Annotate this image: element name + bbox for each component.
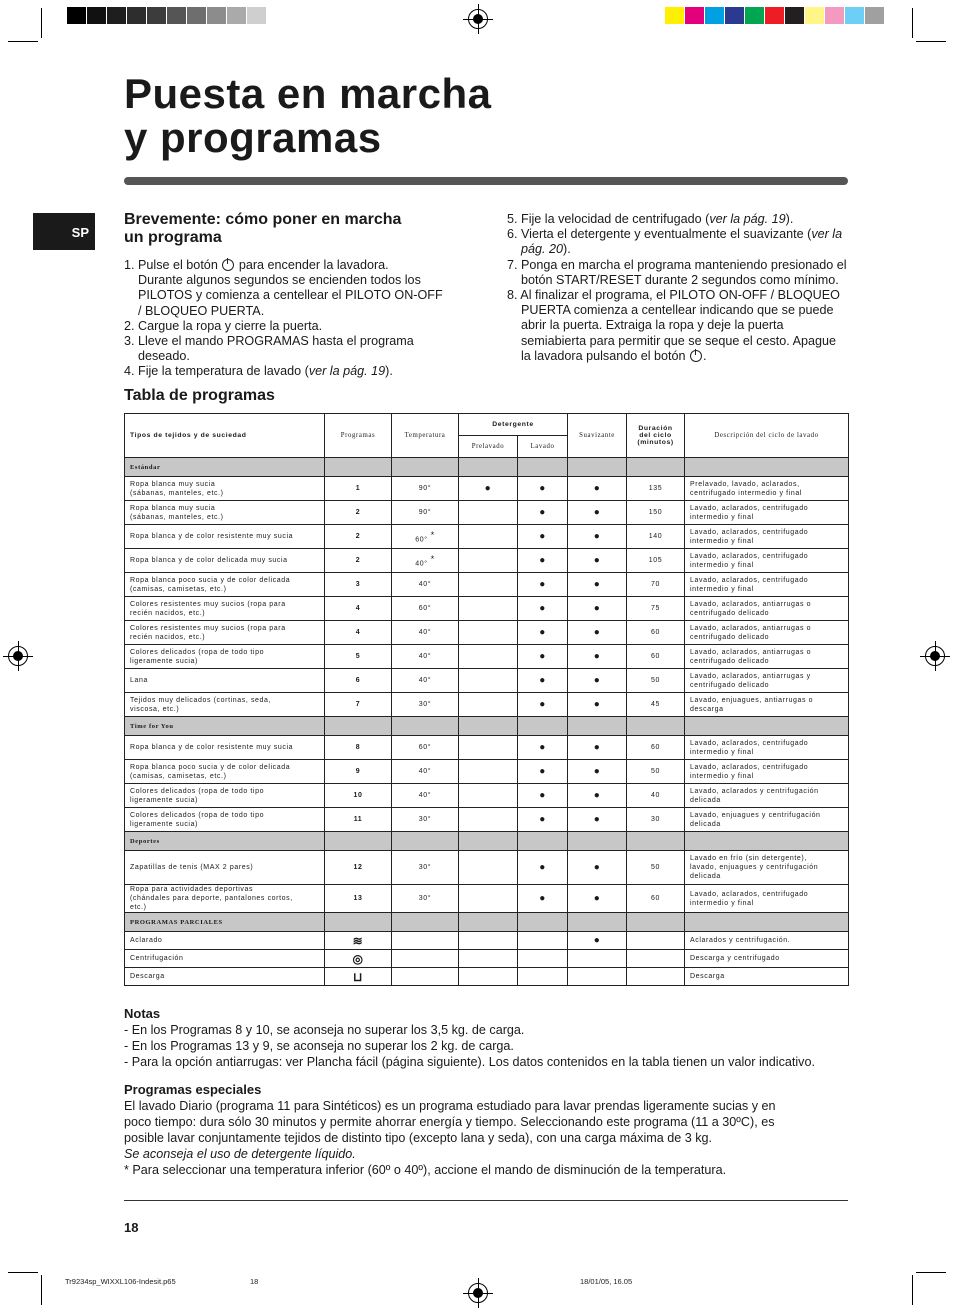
cell-tipo: Colores delicados (ropa de todo tipo ligeramente sucia): [125, 645, 325, 669]
cell-duracion: 105: [627, 549, 685, 573]
cell-duracion: 50: [627, 669, 685, 693]
cell-duracion: 140: [627, 525, 685, 549]
cell-tipo: Ropa blanca muy sucia (sábanas, manteles, etc.): [125, 501, 325, 525]
page-title: Puesta en marcha y programas: [124, 70, 492, 161]
col-temperatura: Temperatura: [392, 414, 459, 458]
notes-heading: Notas: [124, 1006, 161, 1021]
table-heading: Tabla de programas: [124, 387, 275, 404]
cell-prelavado: [459, 645, 518, 669]
cell-programa: 2: [325, 549, 392, 573]
cell-tipo: Colores delicados (ropa de todo tipo ligeramente sucia): [125, 784, 325, 808]
cell-tipo: Centrifugación: [125, 950, 325, 968]
cell-prelavado: [459, 851, 518, 885]
crop-mark: [912, 8, 913, 38]
calibration-swatch: [705, 7, 725, 24]
table-row: [125, 784, 849, 808]
cell-tipo: Tejidos muy delicados (cortinas, seda, viscosa, etc.): [125, 693, 325, 717]
cell-duracion: 60: [627, 885, 685, 913]
cell-programa: 9: [325, 760, 392, 784]
cell-tipo: Colores resistentes muy sucios (ropa para recién nacidos, etc.): [125, 621, 325, 645]
print-date: 18/01/05, 16.05: [580, 1277, 633, 1286]
drain-icon: ⊔: [353, 969, 363, 984]
cell-duracion: 50: [627, 851, 685, 885]
cell-suavizante: ●: [568, 932, 627, 950]
cell-lavado: ●: [518, 573, 568, 597]
note-item: - En los Programas 13 y 9, se aconseja no superar los 2 kg. de carga.: [124, 1039, 514, 1053]
cell-lavado: ●: [518, 760, 568, 784]
cell-lavado: ●: [518, 693, 568, 717]
cell-lavado: [518, 932, 568, 950]
cell-temperatura: 40°: [392, 760, 459, 784]
print-file: Tr9234sp_WIXXL106-Indesit.p65: [65, 1277, 176, 1286]
crop-mark: [912, 1275, 913, 1305]
step-2: 2. Cargue la ropa y cierre la puerta.: [124, 318, 323, 333]
cell-suavizante: ●: [568, 477, 627, 501]
cell-descripcion: Lavado, aclarados, centrifugado intermedio y final: [685, 885, 849, 913]
table-row: [125, 477, 849, 501]
steps-list-right: [507, 212, 849, 364]
cell-suavizante: ●: [568, 501, 627, 525]
crop-mark: [916, 1272, 946, 1273]
cell-temperatura: 40°: [392, 621, 459, 645]
cell-descripcion: Prelavado, lavado, aclarados, centrifugado intermedio y final: [685, 477, 849, 501]
calibration-swatch: [127, 7, 147, 24]
cell-prelavado: [459, 501, 518, 525]
cell-duracion: 75: [627, 597, 685, 621]
special-programs: Programas especiales El lavado Diario (programa 11 para Sintéticos) es un programa estudiado para lavar prendas ligeramente sucias y en poco tiempo: dura sólo 30 minutos y permite ahorrar energía y tiempo. Seleccionando este programa (11 a 30ºC), es posible lavar conjuntamente tejidos de distinto tipo (excepto lana y seda), con una carga máxima de 3 kg. Se aconseja el uso de detergente líquido. * Para seleccionar una temperatura inferior (60º o 40º), accione el mando de disminución de la temperatura.: [124, 1082, 854, 1178]
cell-suavizante: ●: [568, 645, 627, 669]
cell-descripcion: Lavado, aclarados, centrifugado intermedio y final: [685, 760, 849, 784]
cell-programa: 3: [325, 573, 392, 597]
cell-suavizante: ●: [568, 573, 627, 597]
cell-lavado: ●: [518, 736, 568, 760]
registration-mark-icon: [468, 9, 488, 29]
cell-programa: 1: [325, 477, 392, 501]
cell-suavizante: ●: [568, 549, 627, 573]
cell-descripcion: Descarga y centrifugado: [685, 950, 849, 968]
note-item: - Para la opción antiarrugas: ver Plancha fácil (página siguiente). Los datos contenidos en la tabla tienen un valor indicativo.: [124, 1055, 815, 1069]
cell-programa: [325, 932, 392, 950]
cell-prelavado: [459, 597, 518, 621]
steps-list-left: [124, 258, 474, 380]
cell-temperatura: [392, 932, 459, 950]
table-row: [125, 645, 849, 669]
cell-descripcion: Lavado, aclarados, antiarrugas y centrifugado delicado: [685, 669, 849, 693]
cell-temperatura: 40°: [392, 645, 459, 669]
cell-prelavado: [459, 621, 518, 645]
cell-tipo: Colores resistentes muy sucios (ropa para recién nacidos, etc.): [125, 597, 325, 621]
table-row: [125, 736, 849, 760]
calibration-swatch: [845, 7, 865, 24]
cell-suavizante: [568, 950, 627, 968]
cell-suavizante: ●: [568, 597, 627, 621]
cell-programa: 7: [325, 693, 392, 717]
cell-lavado: ●: [518, 885, 568, 913]
cell-lavado: ●: [518, 808, 568, 832]
cell-programa: [325, 950, 392, 968]
cell-temperatura: [392, 950, 459, 968]
cell-temperatura: [392, 968, 459, 986]
cell-lavado: ●: [518, 477, 568, 501]
cell-duracion: 30: [627, 808, 685, 832]
col-detergente: Detergente: [459, 414, 568, 436]
calibration-swatch: [247, 7, 267, 24]
cell-duracion: 60: [627, 621, 685, 645]
table-row: [125, 621, 849, 645]
cell-lavado: [518, 968, 568, 986]
cell-prelavado: ●: [459, 477, 518, 501]
cell-programa: 8: [325, 736, 392, 760]
crop-mark: [8, 1272, 38, 1273]
table-row: [125, 597, 849, 621]
cell-tipo: Ropa blanca muy sucia (sábanas, manteles, etc.): [125, 477, 325, 501]
cell-descripcion: Lavado, enjuagues, antiarrugas o descarga: [685, 693, 849, 717]
table-row: [125, 932, 849, 950]
section-row: [125, 913, 849, 932]
cell-programa: 10: [325, 784, 392, 808]
section-name: Estándar: [125, 458, 325, 477]
step-7: 7. Ponga en marcha el programa manteniendo presionado el botón START/RESET durante 2 segundos como mínimo.: [507, 257, 847, 287]
cell-duracion: [627, 932, 685, 950]
cell-lavado: ●: [518, 525, 568, 549]
cell-temperatura: 40°: [392, 784, 459, 808]
cell-programa: 4: [325, 621, 392, 645]
cell-prelavado: [459, 573, 518, 597]
cell-suavizante: ●: [568, 525, 627, 549]
calibration-swatch: [745, 7, 765, 24]
cell-prelavado: [459, 950, 518, 968]
cell-descripcion: Lavado, aclarados, antiarrugas o centrifugado delicado: [685, 621, 849, 645]
col-programas: Programas: [325, 414, 392, 458]
power-icon: [222, 259, 234, 271]
calibration-swatch: [187, 7, 207, 24]
cell-lavado: ●: [518, 851, 568, 885]
cell-programa: 2: [325, 525, 392, 549]
cell-temperatura: 60°: [392, 736, 459, 760]
cell-temperatura: 30°: [392, 851, 459, 885]
cell-descripcion: Lavado, aclarados, centrifugado intermedio y final: [685, 525, 849, 549]
step-3: 3. Lleve el mando PROGRAMAS hasta el programa deseado.: [124, 334, 414, 364]
calibration-swatch: [865, 7, 885, 24]
cell-descripcion: Lavado, aclarados, centrifugado intermedio y final: [685, 501, 849, 525]
cell-descripcion: Lavado, aclarados, centrifugado intermedio y final: [685, 549, 849, 573]
calibration-swatch: [267, 7, 287, 24]
cell-lavado: ●: [518, 784, 568, 808]
col-duracion: Duración del ciclo (minutos): [627, 414, 685, 458]
cell-tipo: Ropa blanca poco sucia y de color delicada (camisas, camisetas, etc.): [125, 573, 325, 597]
col-descripcion: Descripción del ciclo de lavado: [685, 414, 849, 458]
table-row: [125, 549, 849, 573]
cell-programa: 2: [325, 501, 392, 525]
calibration-swatch: [805, 7, 825, 24]
color-calibration-bar: [665, 7, 885, 24]
registration-mark-icon: [468, 1283, 488, 1303]
cell-temperatura: 60°: [392, 597, 459, 621]
col-lavado: Lavado: [518, 436, 568, 458]
cell-temperatura: 90°: [392, 477, 459, 501]
cell-suavizante: ●: [568, 760, 627, 784]
cell-duracion: 135: [627, 477, 685, 501]
cell-temperatura: 30°: [392, 885, 459, 913]
cell-descripcion: Lavado en frío (sin detergente), lavado, enjuagues y centrifugación delicada: [685, 851, 849, 885]
col-prelavado: Prelavado: [459, 436, 518, 458]
cell-programa: 5: [325, 645, 392, 669]
calibration-swatch: [207, 7, 227, 24]
cell-suavizante: ●: [568, 808, 627, 832]
cell-temperatura: 60° *: [392, 525, 459, 549]
calibration-swatch: [227, 7, 247, 24]
cell-duracion: 60: [627, 645, 685, 669]
section-name: Deportes: [125, 832, 325, 851]
cell-prelavado: [459, 968, 518, 986]
cell-descripcion: Lavado, aclarados, antiarrugas o centrifugado delicado: [685, 645, 849, 669]
cell-prelavado: [459, 808, 518, 832]
page-number: 18: [124, 1220, 139, 1235]
section-heading: Brevemente: cómo poner en marcha un programa: [124, 211, 402, 246]
calibration-swatch: [67, 7, 87, 24]
cell-tipo: Ropa blanca y de color resistente muy sucia: [125, 736, 325, 760]
print-page: 18: [250, 1277, 259, 1286]
calibration-swatch: [725, 7, 745, 24]
calibration-swatch: [147, 7, 167, 24]
title-rule: [124, 177, 848, 185]
cell-tipo: Aclarado: [125, 932, 325, 950]
cell-duracion: 45: [627, 693, 685, 717]
cell-descripcion: Lavado, aclarados, centrifugado intermedio y final: [685, 573, 849, 597]
cell-prelavado: [459, 760, 518, 784]
registration-mark-icon: [8, 646, 28, 666]
cell-duracion: 50: [627, 760, 685, 784]
cell-prelavado: [459, 549, 518, 573]
table-row: [125, 950, 849, 968]
cell-duracion: 60: [627, 736, 685, 760]
calibration-swatch: [825, 7, 845, 24]
cell-temperatura: 30°: [392, 693, 459, 717]
grayscale-calibration-bar: [67, 7, 287, 24]
cell-lavado: ●: [518, 645, 568, 669]
cell-tipo: Ropa blanca y de color resistente muy sucia: [125, 525, 325, 549]
calibration-swatch: [107, 7, 127, 24]
step-5: 5. Fije la velocidad de centrifugado (ver la pág. 19).: [507, 212, 794, 226]
crop-mark: [41, 8, 42, 38]
power-icon: [690, 350, 702, 362]
cell-prelavado: [459, 784, 518, 808]
cell-prelavado: [459, 885, 518, 913]
spin-icon: ◎: [352, 951, 364, 966]
cell-suavizante: ●: [568, 736, 627, 760]
cell-suavizante: [568, 968, 627, 986]
table-row: [125, 501, 849, 525]
cell-suavizante: ●: [568, 621, 627, 645]
cell-descripcion: Lavado, enjuagues y centrifugación delicada: [685, 808, 849, 832]
cell-lavado: ●: [518, 621, 568, 645]
cell-programa: 13: [325, 885, 392, 913]
step-6: 6. Vierta el detergente y eventualmente el suavizante (ver la pág. 20).: [507, 227, 843, 257]
calibration-swatch: [765, 7, 785, 24]
calibration-swatch: [785, 7, 805, 24]
cell-tipo: Ropa blanca poco sucia y de color delicada (camisas, camisetas, etc.): [125, 760, 325, 784]
cell-suavizante: ●: [568, 784, 627, 808]
cell-lavado: ●: [518, 501, 568, 525]
cell-programa: 6: [325, 669, 392, 693]
language-tab: SP: [33, 213, 95, 250]
cell-prelavado: [459, 736, 518, 760]
calibration-swatch: [87, 7, 107, 24]
cell-temperatura: 40°: [392, 573, 459, 597]
table-row: [125, 885, 849, 913]
cell-lavado: ●: [518, 669, 568, 693]
cell-tipo: Colores delicados (ropa de todo tipo ligeramente sucia): [125, 808, 325, 832]
calibration-swatch: [685, 7, 705, 24]
rinse-icon: ≋: [352, 933, 364, 948]
cell-duracion: 70: [627, 573, 685, 597]
cell-tipo: Ropa para actividades deportivas (chándales para deporte, pantalones cortos, etc.): [125, 885, 325, 913]
crop-mark: [41, 1275, 42, 1305]
cell-temperatura: 40°: [392, 669, 459, 693]
cell-descripcion: Lavado, aclarados, antiarrugas o centrifugado delicado: [685, 597, 849, 621]
cell-programa: [325, 968, 392, 986]
cell-programa: 4: [325, 597, 392, 621]
notes: [124, 1006, 854, 1070]
cell-duracion: [627, 968, 685, 986]
cell-temperatura: 30°: [392, 808, 459, 832]
section-name: PROGRAMAS PARCIALES: [125, 913, 325, 932]
table-row: [125, 669, 849, 693]
cell-suavizante: ●: [568, 693, 627, 717]
cell-suavizante: ●: [568, 885, 627, 913]
cell-tipo: Lana: [125, 669, 325, 693]
cell-lavado: [518, 950, 568, 968]
cell-prelavado: [459, 932, 518, 950]
special-heading: Programas especiales: [124, 1082, 262, 1097]
cell-prelavado: [459, 525, 518, 549]
table-row: [125, 808, 849, 832]
section-row: [125, 832, 849, 851]
table-row: [125, 851, 849, 885]
table-row: [125, 573, 849, 597]
cell-descripcion: Aclarados y centrifugación.: [685, 932, 849, 950]
cell-tipo: Ropa blanca y de color delicada muy sucia: [125, 549, 325, 573]
calibration-swatch: [167, 7, 187, 24]
cell-programa: 11: [325, 808, 392, 832]
cell-descripcion: Lavado, aclarados, centrifugado intermedio y final: [685, 736, 849, 760]
calibration-swatch: [665, 7, 685, 24]
step-4: 4. Fije la temperatura de lavado (ver la pág. 19).: [124, 364, 393, 379]
crop-mark: [916, 41, 946, 42]
cell-programa: 12: [325, 851, 392, 885]
footer-rule: [124, 1200, 848, 1201]
table-row: [125, 525, 849, 549]
table-row: [125, 968, 849, 986]
footnote: * Para seleccionar una temperatura inferior (60º o 40º), accione el mando de disminución de la temperatura.: [124, 1163, 727, 1177]
table-row: [125, 760, 849, 784]
col-suavizante: Suavizante: [568, 414, 627, 458]
section-row: [125, 717, 849, 736]
registration-mark-icon: [925, 646, 945, 666]
step-1: 1. Pulse el botón para encender la lavadora. Durante algunos segundos se encienden todos los PILOTOS y comienza a centellear el PILOTO ON-OFF / BLOQUEO PUERTA.: [124, 258, 443, 318]
table-row: [125, 693, 849, 717]
cell-temperatura: 40° *: [392, 549, 459, 573]
cell-lavado: ●: [518, 549, 568, 573]
cell-duracion: [627, 950, 685, 968]
cell-temperatura: 90°: [392, 501, 459, 525]
step-8: 8. Al finalizar el programa, el PILOTO ON-OFF / BLOQUEO PUERTA comienza a centellear indicando que se puede abrir la puerta. Extraiga la ropa y deje la puerta semiabierta para permitir que se seque el cesto. Apague la lavadora pulsando el botón .: [507, 288, 840, 363]
cell-prelavado: [459, 669, 518, 693]
cell-descripcion: Descarga: [685, 968, 849, 986]
cell-lavado: ●: [518, 597, 568, 621]
cell-suavizante: ●: [568, 669, 627, 693]
programs-table: [124, 413, 849, 986]
cell-tipo: Zapatillas de tenis (MAX 2 pares): [125, 851, 325, 885]
cell-prelavado: [459, 693, 518, 717]
section-row: [125, 458, 849, 477]
note-item: - En los Programas 8 y 10, se aconseja no superar los 3,5 kg. de carga.: [124, 1023, 525, 1037]
cell-descripcion: Lavado, aclarados y centrifugación delicada: [685, 784, 849, 808]
cell-tipo: Descarga: [125, 968, 325, 986]
cell-duracion: 150: [627, 501, 685, 525]
cell-duracion: 40: [627, 784, 685, 808]
crop-mark: [8, 41, 38, 42]
cell-suavizante: ●: [568, 851, 627, 885]
section-name: Time for You: [125, 717, 325, 736]
col-tipo: Tipos de tejidos y de suciedad: [125, 414, 325, 458]
